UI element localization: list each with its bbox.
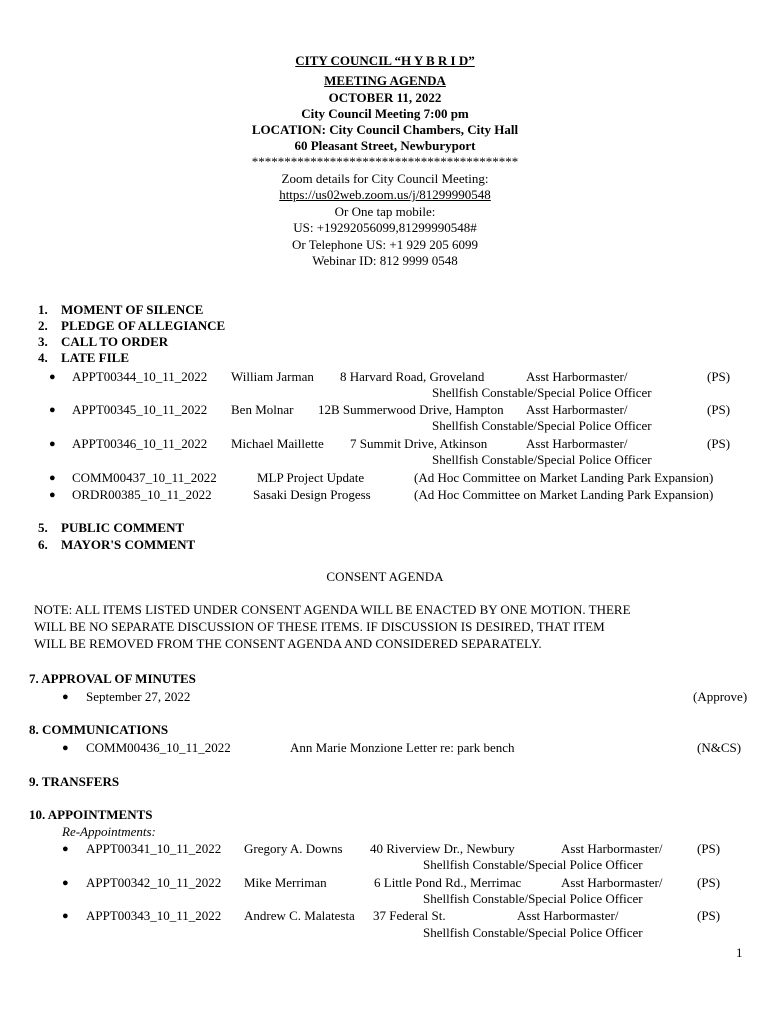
consent-note-line: WILL BE REMOVED FROM THE CONSENT AGENDA AND CONSIDERED SEPARATELY. [34, 636, 542, 651]
item-number: 5. [38, 520, 48, 535]
appointment-title: Asst Harbormaster/ [561, 875, 663, 890]
late-file-address: 7 Summit Drive, Atkinson [350, 436, 488, 451]
appointment-code: APPT00343_10_11_2022 [86, 908, 222, 923]
tap-label: Or One tap mobile: [334, 204, 436, 219]
consent-heading: CONSENT AGENDA [326, 569, 444, 584]
late-file-code: APPT00344_10_11_2022 [72, 369, 208, 384]
item-pledge: PLEDGE OF ALLEGIANCE [61, 318, 226, 333]
minutes-date: September 27, 2022 [86, 689, 191, 704]
late-file-code: ORDR00385_10_11_2022 [72, 487, 212, 502]
late-file-name: Michael Maillette [231, 436, 324, 451]
item-number: 6. [38, 537, 48, 552]
meeting-location: LOCATION: City Council Chambers, City Hall [251, 122, 519, 137]
late-file-title-cont: Shellfish Constable/Special Police Officer [432, 452, 652, 467]
late-file-committee: (PS) [707, 369, 731, 384]
late-file-committee: (Ad Hoc Committee on Market Landing Park Expansion) [414, 487, 714, 502]
late-file-title-cont: Shellfish Constable/Special Police Officer [432, 385, 652, 400]
late-file-title-cont: Shellfish Constable/Special Police Officer [432, 418, 652, 433]
communication-code: COMM00436_10_11_2022 [86, 740, 231, 755]
stars-divider: ***************************************** [251, 154, 519, 169]
us-phone: US: +19292056099,81299990548# [293, 220, 477, 235]
appointment-code: APPT00342_10_11_2022 [86, 875, 222, 890]
item-public-comment: PUBLIC COMMENT [61, 520, 185, 535]
appointment-address: 6 Little Pond Rd., Merrimac [374, 875, 522, 890]
communication-action: (N&CS) [697, 740, 742, 755]
meeting-time: City Council Meeting 7:00 pm [301, 106, 469, 121]
appointment-title: Asst Harbormaster/ [561, 841, 663, 856]
item-number: 4. [38, 350, 48, 365]
reappointments-subheading: Re-Appointments: [62, 824, 156, 839]
appointment-title-cont: Shellfish Constable/Special Police Officer [423, 891, 643, 906]
consent-note-line: WILL BE NO SEPARATE DISCUSSION OF THESE ITEMS. IF DISCUSSION IS DESIRED, THAT ITEM [34, 619, 605, 634]
bullet-icon: ● [62, 843, 69, 855]
appointment-title-cont: Shellfish Constable/Special Police Officer [423, 925, 643, 940]
late-file-code: APPT00345_10_11_2022 [72, 402, 208, 417]
item-late-file: LATE FILE [61, 350, 130, 365]
appointment-title-cont: Shellfish Constable/Special Police Officer [423, 857, 643, 872]
communication-description: Ann Marie Monzione Letter re: park bench [290, 740, 515, 755]
meeting-address: 60 Pleasant Street, Newburyport [294, 138, 476, 153]
late-file-address: 8 Harvard Road, Groveland [340, 369, 485, 384]
appointment-name: Gregory A. Downs [244, 841, 343, 856]
item-call-to-order: CALL TO ORDER [61, 334, 169, 349]
bullet-icon: ● [62, 691, 69, 703]
appointment-committee: (PS) [697, 841, 721, 856]
bullet-icon: ● [62, 877, 69, 889]
late-file-address: 12B Summerwood Drive, Hampton [318, 402, 504, 417]
minutes-action: (Approve) [693, 689, 748, 704]
telephone: Or Telephone US: +1 929 205 6099 [292, 237, 478, 252]
bullet-icon: ● [49, 472, 56, 484]
late-file-title: Asst Harbormaster/ [526, 369, 628, 384]
late-file-title: Asst Harbormaster/ [526, 402, 628, 417]
bullet-icon: ● [49, 404, 56, 416]
bullet-icon: ● [49, 489, 56, 501]
appointment-address: 37 Federal St. [373, 908, 446, 923]
bullet-icon: ● [62, 910, 69, 922]
appointment-name: Andrew C. Malatesta [244, 908, 355, 923]
late-file-title: Asst Harbormaster/ [526, 436, 628, 451]
bullet-icon: ● [62, 742, 69, 754]
webinar-id: Webinar ID: 812 9999 0548 [312, 253, 458, 268]
appointment-committee: (PS) [697, 875, 721, 890]
item-number: 1. [38, 302, 48, 317]
consent-note-line: NOTE: ALL ITEMS LISTED UNDER CONSENT AGENDA WILL BE ENACTED BY ONE MOTION. THERE [34, 602, 631, 617]
zoom-label: Zoom details for City Council Meeting: [281, 171, 489, 186]
late-file-code: COMM00437_10_11_2022 [72, 470, 217, 485]
agenda-title: CITY COUNCIL “H Y B R I D” [295, 53, 475, 68]
late-file-description: MLP Project Update [257, 470, 365, 485]
appointment-title: Asst Harbormaster/ [517, 908, 619, 923]
meeting-date: OCTOBER 11, 2022 [328, 90, 442, 105]
agenda-subtitle: MEETING AGENDA [324, 73, 446, 88]
late-file-name: William Jarman [231, 369, 314, 384]
item-moment-of-silence: MOMENT OF SILENCE [61, 302, 204, 317]
late-file-committee: (PS) [707, 436, 731, 451]
bullet-icon: ● [49, 371, 56, 383]
item-number: 3. [38, 334, 48, 349]
item-mayors-comment: MAYOR'S COMMENT [61, 537, 196, 552]
appointment-committee: (PS) [697, 908, 721, 923]
late-file-committee: (Ad Hoc Committee on Market Landing Park Expansion) [414, 470, 714, 485]
page-number: 1 [736, 945, 743, 960]
section-transfers: 9. TRANSFERS [29, 774, 120, 789]
section-approval-of-minutes: 7. APPROVAL OF MINUTES [29, 671, 196, 686]
zoom-link[interactable]: https://us02web.zoom.us/j/81299990548 [279, 187, 491, 202]
late-file-code: APPT00346_10_11_2022 [72, 436, 208, 451]
item-number: 2. [38, 318, 48, 333]
section-appointments: 10. APPOINTMENTS [29, 807, 153, 822]
appointment-address: 40 Riverview Dr., Newbury [370, 841, 515, 856]
section-communications: 8. COMMUNICATIONS [29, 722, 169, 737]
bullet-icon: ● [49, 438, 56, 450]
late-file-committee: (PS) [707, 402, 731, 417]
late-file-name: Ben Molnar [231, 402, 294, 417]
late-file-description: Sasaki Design Progess [253, 487, 371, 502]
appointment-name: Mike Merriman [244, 875, 327, 890]
appointment-code: APPT00341_10_11_2022 [86, 841, 222, 856]
